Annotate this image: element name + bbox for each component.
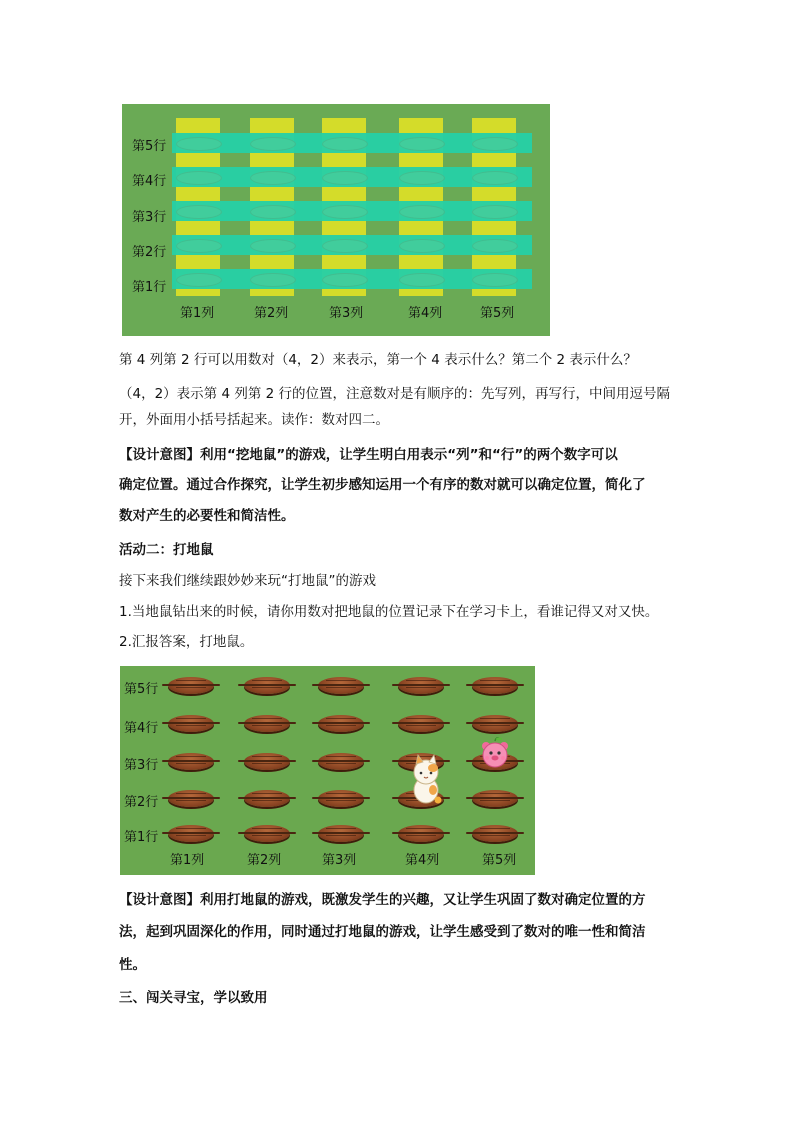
- step-2: 2.汇报答案，打地鼠。: [119, 634, 254, 650]
- cell-marker: [472, 137, 518, 151]
- question-line: 第 4 列第 2 行可以用数对（4，2）来表示，第一个 4 表示什么？第二个 2 表示什么？: [119, 352, 637, 368]
- mole-hole-r1-c3[interactable]: [318, 825, 364, 842]
- cell-marker: [322, 273, 368, 287]
- cell-marker: [176, 239, 222, 253]
- cell-marker: [472, 273, 518, 287]
- mole-hole-r4-c1[interactable]: [168, 715, 214, 732]
- design-intent-1-line-1: 【设计意图】利用“挖地鼠”的游戏，让学生明白用表示“列”和“行”的两个数字可以: [119, 447, 618, 463]
- col-label-2: 第2列: [254, 306, 289, 321]
- mole-hole-r1-c1[interactable]: [168, 825, 214, 842]
- mole-hole-r5-c5[interactable]: [472, 677, 518, 694]
- cell-marker: [250, 239, 296, 253]
- answer-line-1: （4，2）表示第 4 列第 2 行的位置，注意数对是有顺序的：先写列，再写行，中间用逗号隔: [119, 386, 671, 402]
- cell-marker: [250, 273, 296, 287]
- cell-marker: [399, 137, 445, 151]
- mole-hole-r2-c3[interactable]: [318, 790, 364, 807]
- design-intent-2-line-3: 性。: [119, 957, 146, 973]
- col-label-4: 第4列: [405, 853, 440, 868]
- col-label-1: 第1列: [180, 306, 215, 321]
- step-1: 1.当地鼠钻出来的时候，请你用数对把地鼠的位置记录下在学习卡上，看谁记得又对又快。: [119, 604, 659, 620]
- mole-hole-r3-c2[interactable]: [244, 753, 290, 770]
- mole-hole-r1-c2[interactable]: [244, 825, 290, 842]
- design-intent-2-line-2: 法，起到巩固深化的作用，同时通过打地鼠的游戏，让学生感受到了数对的唯一性和简洁: [119, 924, 646, 940]
- cell-marker: [472, 171, 518, 185]
- grid-figure: [122, 104, 550, 336]
- cell-marker: [176, 205, 222, 219]
- design-intent-1-line-3: 数对产生的必要性和简洁性。: [119, 508, 295, 524]
- mole-hole-r1-c5[interactable]: [472, 825, 518, 842]
- mole-hole-r2-c2[interactable]: [244, 790, 290, 807]
- mole-hole-r2-c1[interactable]: [168, 790, 214, 807]
- activity-intro: 接下来我们继续跟妙妙来玩“打地鼠”的游戏: [119, 573, 376, 589]
- cell-marker: [399, 273, 445, 287]
- row-label-4: 第4行: [124, 721, 159, 736]
- row-label-5: 第5行: [132, 139, 167, 154]
- row-label-2: 第2行: [132, 245, 167, 260]
- cell-marker: [399, 239, 445, 253]
- mole-hole-r5-c2[interactable]: [244, 677, 290, 694]
- cell-marker: [176, 137, 222, 151]
- col-label-3: 第3列: [322, 853, 357, 868]
- row-label-3: 第3行: [132, 210, 167, 225]
- cell-marker: [250, 205, 296, 219]
- design-intent-1-line-2: 确定位置。通过合作探究，让学生初步感知运用一个有序的数对就可以确定位置，简化了: [119, 477, 646, 493]
- cell-marker: [176, 273, 222, 287]
- mole-hole-r4-c5[interactable]: [472, 715, 518, 732]
- cell-marker: [322, 137, 368, 151]
- cell-marker: [322, 205, 368, 219]
- cell-marker: [322, 239, 368, 253]
- mole-hole-r3-c3[interactable]: [318, 753, 364, 770]
- col-label-1: 第1列: [170, 853, 205, 868]
- cell-marker: [472, 205, 518, 219]
- section-3-title: 三、闯关寻宝，学以致用: [119, 990, 268, 1006]
- design-intent-2-line-1: 【设计意图】利用打地鼠的游戏，既激发学生的兴趣，又让学生巩固了数对确定位置的方: [119, 892, 646, 908]
- cell-marker: [250, 137, 296, 151]
- cell-marker: [250, 171, 296, 185]
- col-label-2: 第2列: [247, 853, 282, 868]
- col-label-3: 第3列: [329, 306, 364, 321]
- mole-hole-r4-c3[interactable]: [318, 715, 364, 732]
- mole-hole-r4-c2[interactable]: [244, 715, 290, 732]
- row-label-2: 第2行: [124, 795, 159, 810]
- col-label-5: 第5列: [480, 306, 515, 321]
- row-label-1: 第1行: [124, 830, 159, 845]
- row-label-3: 第3行: [124, 758, 159, 773]
- whack-a-mole-figure: [120, 666, 535, 875]
- cell-marker: [399, 171, 445, 185]
- row-label-5: 第5行: [124, 682, 159, 697]
- cell-marker: [399, 205, 445, 219]
- mole-hole-r4-c4[interactable]: [398, 715, 444, 732]
- row-label-1: 第1行: [132, 280, 167, 295]
- mole-hole-r5-c1[interactable]: [168, 677, 214, 694]
- cat-character: [405, 754, 447, 806]
- cell-marker: [472, 239, 518, 253]
- activity-2-title: 活动二：打地鼠: [119, 542, 214, 558]
- col-label-4: 第4列: [408, 306, 443, 321]
- col-label-5: 第5列: [482, 853, 517, 868]
- cell-marker: [176, 171, 222, 185]
- mole-hole-r5-c3[interactable]: [318, 677, 364, 694]
- answer-line-2: 开，外面用小括号括起来。读作：数对四二。: [119, 412, 389, 428]
- mole-hole-r1-c4[interactable]: [398, 825, 444, 842]
- cell-marker: [322, 171, 368, 185]
- mole-hole-r3-c1[interactable]: [168, 753, 214, 770]
- mole-hole-r5-c4[interactable]: [398, 677, 444, 694]
- pink-mole-character: [479, 736, 511, 770]
- row-label-4: 第4行: [132, 174, 167, 189]
- mole-hole-r2-c5[interactable]: [472, 790, 518, 807]
